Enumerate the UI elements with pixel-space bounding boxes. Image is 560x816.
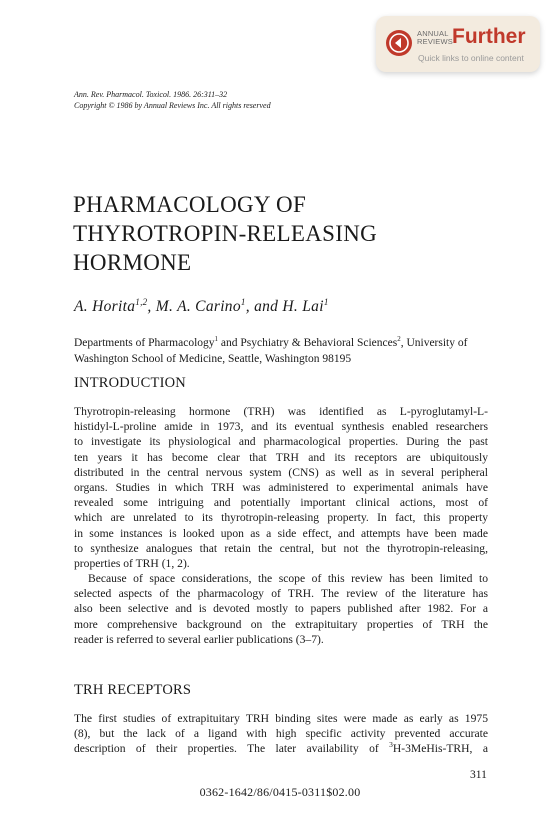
title-line: HORMONE xyxy=(73,250,192,275)
further-badge[interactable] xyxy=(376,16,540,72)
text-line: Because of space considerations, the scope of this review has been limited to xyxy=(88,572,488,585)
author-list xyxy=(74,297,494,316)
text-span: description of their properties. The later availability of xyxy=(74,742,390,756)
affiliation-line: Washington School of Medicine, Seattle, Washington 98195 xyxy=(74,352,352,365)
text-line: properties of TRH (1, 2). xyxy=(74,557,190,571)
text-line: The first studies of extrapituitary TRH binding sites were made as early as 1975 xyxy=(74,712,488,725)
author-name: A. Horita xyxy=(74,298,136,316)
text-span: H-3MeHis-TRH, a xyxy=(392,742,488,756)
page-number: 311 xyxy=(470,769,487,781)
text-line: to investigate its physiological and pharmacological properties. During the past xyxy=(74,435,488,449)
affiliation-sup: 1 xyxy=(214,335,219,343)
further-label: Further xyxy=(452,25,526,48)
intro-paragraph-1 xyxy=(74,404,488,571)
author-separator: , xyxy=(147,298,156,316)
annual-reviews-logo-icon xyxy=(386,30,412,56)
article-code: 0362-1642/86/0415-0311$02.00 xyxy=(199,785,361,799)
author-separator: , and xyxy=(245,298,283,316)
title-line: THYROTROPIN-RELEASING xyxy=(73,221,378,246)
text-line: distributed in the central nervous system (CNS) as well as in several peripheral xyxy=(74,465,488,479)
section-heading-introduction: INTRODUCTION xyxy=(74,375,186,391)
author-affil-sup: 1 xyxy=(240,297,246,307)
affiliation-text: , University of xyxy=(400,336,468,349)
text-line: to synthesize analogues that retain the central, but not the thyrotropin-releasing, xyxy=(74,541,488,555)
isotope-sup: 3 xyxy=(389,740,393,750)
text-line: which are unrelated to its thyrotropin-releasing property. In fact, this property xyxy=(74,511,488,525)
text-line: also been selective and is devoted mostly to papers published after 1982. For a xyxy=(74,602,488,616)
text-line xyxy=(74,741,488,756)
affiliation-line xyxy=(74,331,494,351)
receptors-paragraph-1 xyxy=(74,711,488,757)
text-line: organs. Studies in which TRH was administered to experimental animals have xyxy=(74,481,488,495)
author-affil-sup: 1,2 xyxy=(135,297,148,307)
annual-reviews-label: ANNUAL REVIEWS xyxy=(417,29,453,46)
journal-copyright: Copyright © 1986 by Annual Reviews Inc. All rights reserved xyxy=(74,101,271,110)
intro-paragraph-2 xyxy=(74,571,488,647)
author-affil-sup: 1 xyxy=(323,297,329,307)
text-line: histidyl-L-proline amide in 1973, and its eventual synthesis enabled researchers xyxy=(74,420,488,434)
journal-info xyxy=(74,89,374,111)
author-name: M. A. Carino xyxy=(155,298,241,316)
article-title xyxy=(73,190,473,277)
affiliation-sup: 2 xyxy=(397,335,401,343)
section-heading-trh-receptors: TRH RECEPTORS xyxy=(74,682,192,698)
text-line: (8), but the lack of a ligand with high specific activity prevented accurate xyxy=(74,727,488,741)
text-line: in some instances is looked upon as a side effect, and attempts have been made xyxy=(74,526,488,540)
affiliation-text: Departments of Pharmacology xyxy=(74,336,215,349)
affiliation xyxy=(74,331,494,367)
affiliation-text: and Psychiatry & Behavioral Sciences xyxy=(218,336,398,349)
text-line: revealed some intriguing and potentially important clinical actions, most of xyxy=(74,496,488,510)
text-line: selected aspects of the pharmacology of TRH. The review of the literature has xyxy=(74,587,488,601)
text-line: ten years it has become clear that TRH and its receptors are ubiquitously xyxy=(74,450,488,464)
journal-citation: Ann. Rev. Pharmacol. Toxicol. 1986. 26:311–32 xyxy=(74,90,228,99)
text-line: more comprehensive background on the extrapituitary properties of TRH the xyxy=(74,617,488,631)
text-line: Thyrotropin-releasing hormone (TRH) was identified as L-pyroglutamyl-L- xyxy=(74,405,488,418)
author-name: H. Lai xyxy=(282,298,324,316)
title-line: PHARMACOLOGY OF xyxy=(73,192,307,217)
quick-links-text[interactable]: Quick links to online content xyxy=(418,53,524,63)
text-line: reader is referred to several earlier publications (3–7). xyxy=(74,632,324,646)
